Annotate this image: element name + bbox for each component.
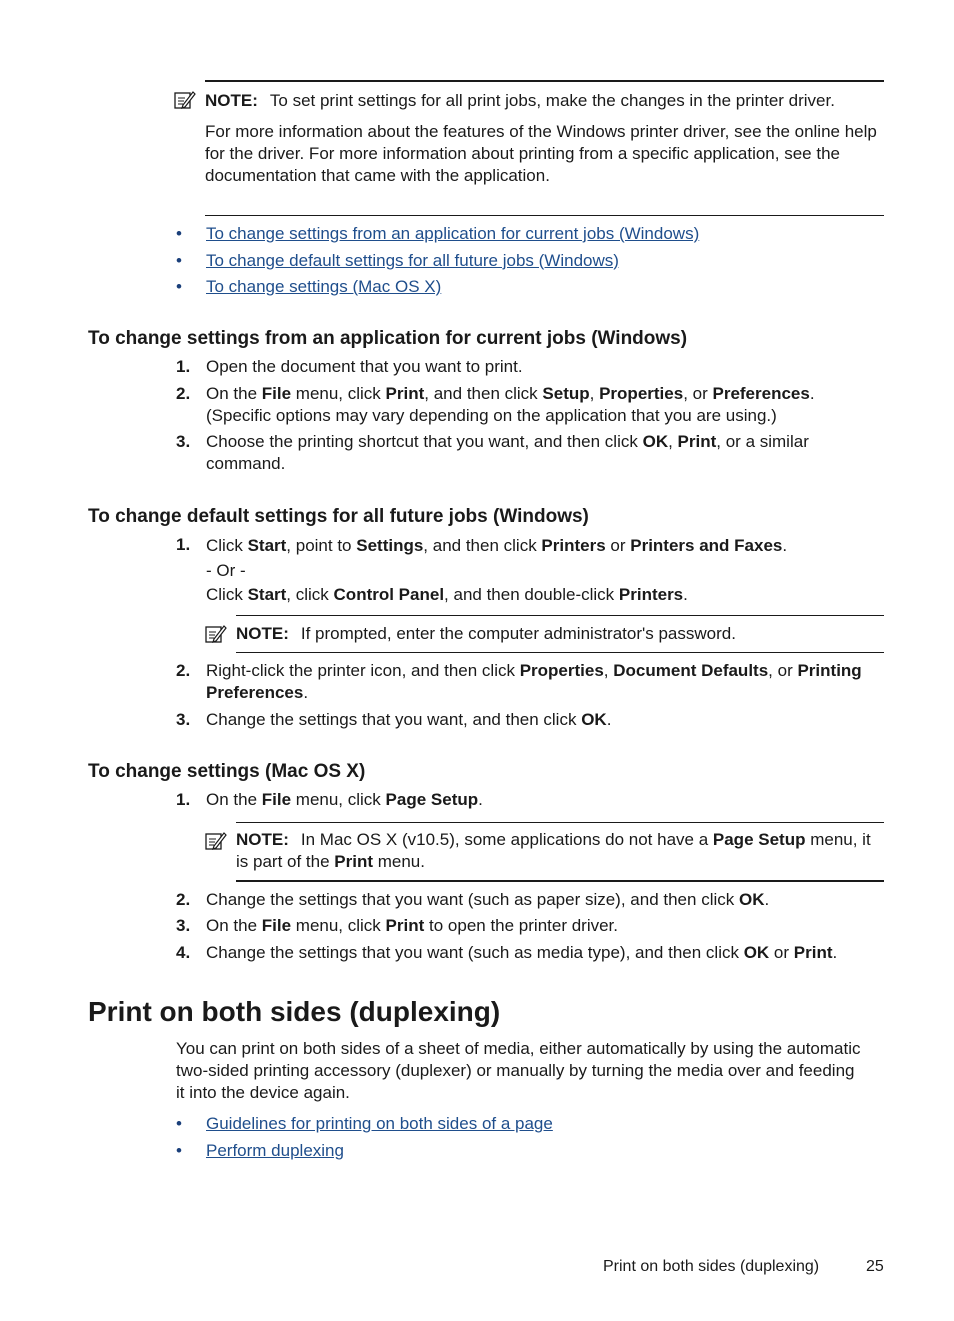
heading-mac-os-x: To change settings (Mac OS X) (88, 761, 366, 782)
step-item: 1. On the File menu, click Page Setup. (176, 790, 483, 809)
step-number: 3. (176, 432, 191, 451)
step-item: 1. Click Start, point to Settings, and then click Printers or Printers and Faxes. - Or - Click Start, click Control Panel, and then double-click Printers. (176, 535, 788, 604)
duplexing-intro: You can print on both sides of a sheet of media, either automatically by using the automatic two-sided printing accessory (duplexer) or manually by turning the media over and feeding it into the device again. (176, 1039, 861, 1102)
step-item: 2. On the File menu, click Print, and then click Setup, Properties, or Preferences. (Specific options may vary depending on the application that you are using.) (176, 384, 815, 425)
step-item: 4. Change the settings that you want (such as media type), and then click OK or Print. (176, 943, 838, 962)
link-current-jobs-windows[interactable]: To change settings from an application for current jobs (Windows) (206, 224, 700, 243)
list-item (176, 276, 699, 303)
section-links (176, 223, 699, 303)
step-item: 3. On the File menu, click Print to open the printer driver. (176, 916, 619, 935)
link-mac-os-x[interactable]: To change settings (Mac OS X) (206, 277, 442, 296)
or-separator: - Or - (206, 560, 246, 580)
note-text: If prompted, enter the computer administrator's password. (300, 624, 736, 643)
bullet-icon: • (176, 277, 182, 296)
link-perform-duplexing[interactable]: Perform duplexing (206, 1140, 344, 1160)
step-text: Open the document that you want to print. (206, 357, 523, 376)
list-item (176, 223, 699, 250)
step-item: 2. Right-click the printer icon, and then click Properties, Document Defaults, or Printing Preferences. (176, 661, 862, 702)
step-number: 2. (176, 661, 191, 680)
note-more-info: For more information about the features of the Windows printer driver, see the online help for the driver. For more information about printing from a specific application, see the documentation that came with the application. (205, 122, 877, 185)
step-number: 1. (176, 357, 191, 376)
note-text: To set print settings for all print jobs, make the changes in the printer driver. (269, 91, 835, 110)
heading-default-settings-windows: To change default settings for all future jobs (Windows) (88, 506, 589, 527)
step-number: 1. (176, 535, 191, 554)
bullet-icon: • (176, 224, 182, 243)
note-pencil-icon (205, 624, 227, 644)
note-label: NOTE: (236, 830, 289, 849)
step-item: 2. Change the settings that you want (such as paper size), and then click OK. (176, 890, 770, 909)
note-label: NOTE: (236, 624, 289, 643)
step-number: 2. (176, 890, 191, 909)
bullet-icon: • (176, 250, 182, 270)
step-number: 1. (176, 790, 191, 809)
note-box-page-setup: NOTE: In Mac OS X (v10.5), some applications do not have a Page Setup menu, it is part of the Print menu. (236, 822, 884, 882)
step-item: 3. Choose the printing shortcut that you want, and then click OK, Print, or a similar command. (176, 432, 809, 473)
heading-current-jobs-windows: To change settings from an application for current jobs (Windows) (88, 328, 688, 349)
link-default-settings-windows[interactable]: To change default settings for all future jobs (Windows) (206, 250, 619, 270)
note-pencil-icon (174, 90, 196, 110)
step-number: 3. (176, 916, 191, 935)
duplexing-links (176, 1113, 553, 1166)
note-box-admin-password (236, 615, 884, 653)
note-label: NOTE: (205, 91, 258, 110)
page-number: 25 (866, 1258, 884, 1275)
step-number: 2. (176, 384, 191, 403)
note-pencil-icon (205, 831, 227, 851)
step-item: 3. Change the settings that you want, and then click OK. (176, 710, 612, 729)
link-duplex-guidelines[interactable]: Guidelines for printing on both sides of a page (206, 1114, 553, 1133)
list-item (176, 1113, 553, 1140)
footer-title: Print on both sides (duplexing) (603, 1258, 820, 1275)
step-number: 4. (176, 943, 191, 962)
list-item (176, 1140, 553, 1167)
step-number: 3. (176, 710, 191, 729)
heading-print-both-sides: Print on both sides (duplexing) (88, 996, 501, 1027)
list-item (176, 250, 699, 277)
step-item (176, 356, 886, 378)
bullet-icon: • (176, 1114, 182, 1133)
bullet-icon: • (176, 1140, 182, 1160)
note-box-print-settings (205, 80, 884, 216)
step-subnote: (Specific options may vary depending on the application that you are using.) (206, 406, 777, 425)
